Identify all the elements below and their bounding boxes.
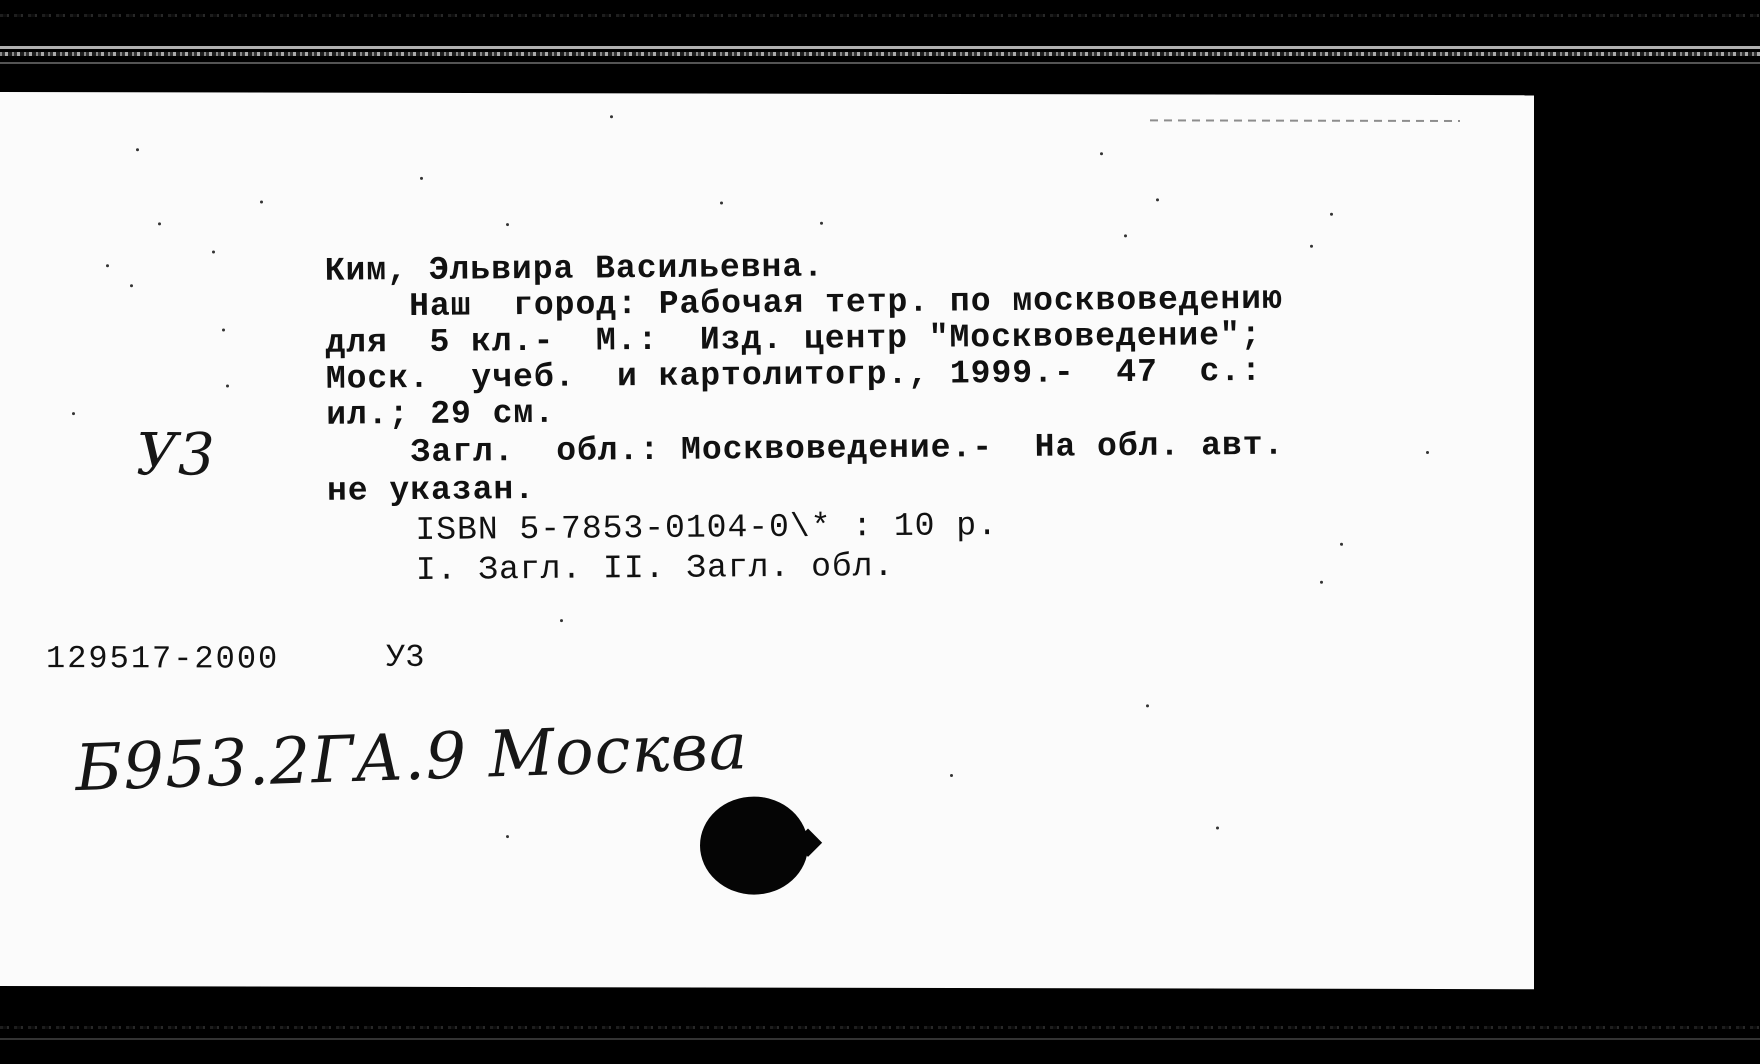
scanner-noise-band: [0, 1038, 1760, 1040]
margin-classification-mark: У3: [136, 420, 215, 489]
title-line-3: Моск. учеб. и картолитогр., 1999.- 47 с.:: [325, 352, 1263, 398]
isbn-line: ISBN 5-7853-0104-0\* : 10 р.: [415, 507, 999, 549]
scanner-noise-band: [0, 52, 1760, 56]
note-line-2: не указан.: [326, 470, 536, 510]
black-stamp-hole: [700, 796, 808, 894]
scanner-noise-band: [0, 62, 1760, 64]
record-number: 129517-2000: [46, 640, 280, 678]
note-line-1: Загл. обл.: Москвоведение.- На обл. авт.: [410, 426, 1285, 472]
scanner-noise-band: [0, 1026, 1760, 1029]
title-line-2: для 5 кл.- М.: Изд. центр "Москвоведение";: [325, 316, 1262, 362]
library-catalog-card: [0, 92, 1534, 989]
scanner-noise-band: [0, 46, 1760, 49]
index-entries-line: I. Загл. II. Загл. обл.: [415, 547, 895, 589]
record-code: У3: [386, 638, 425, 676]
handwritten-shelfmark: Б953.2ГА.9 Москва: [74, 710, 750, 807]
scanner-noise-band: [0, 14, 1760, 17]
title-line-1: Наш город: Рабочая тетр. по москвоведению: [408, 280, 1283, 326]
title-line-4: ил.; 29 см.: [326, 394, 556, 434]
author-heading: Ким, Эльвира Васильевна.: [324, 248, 825, 290]
